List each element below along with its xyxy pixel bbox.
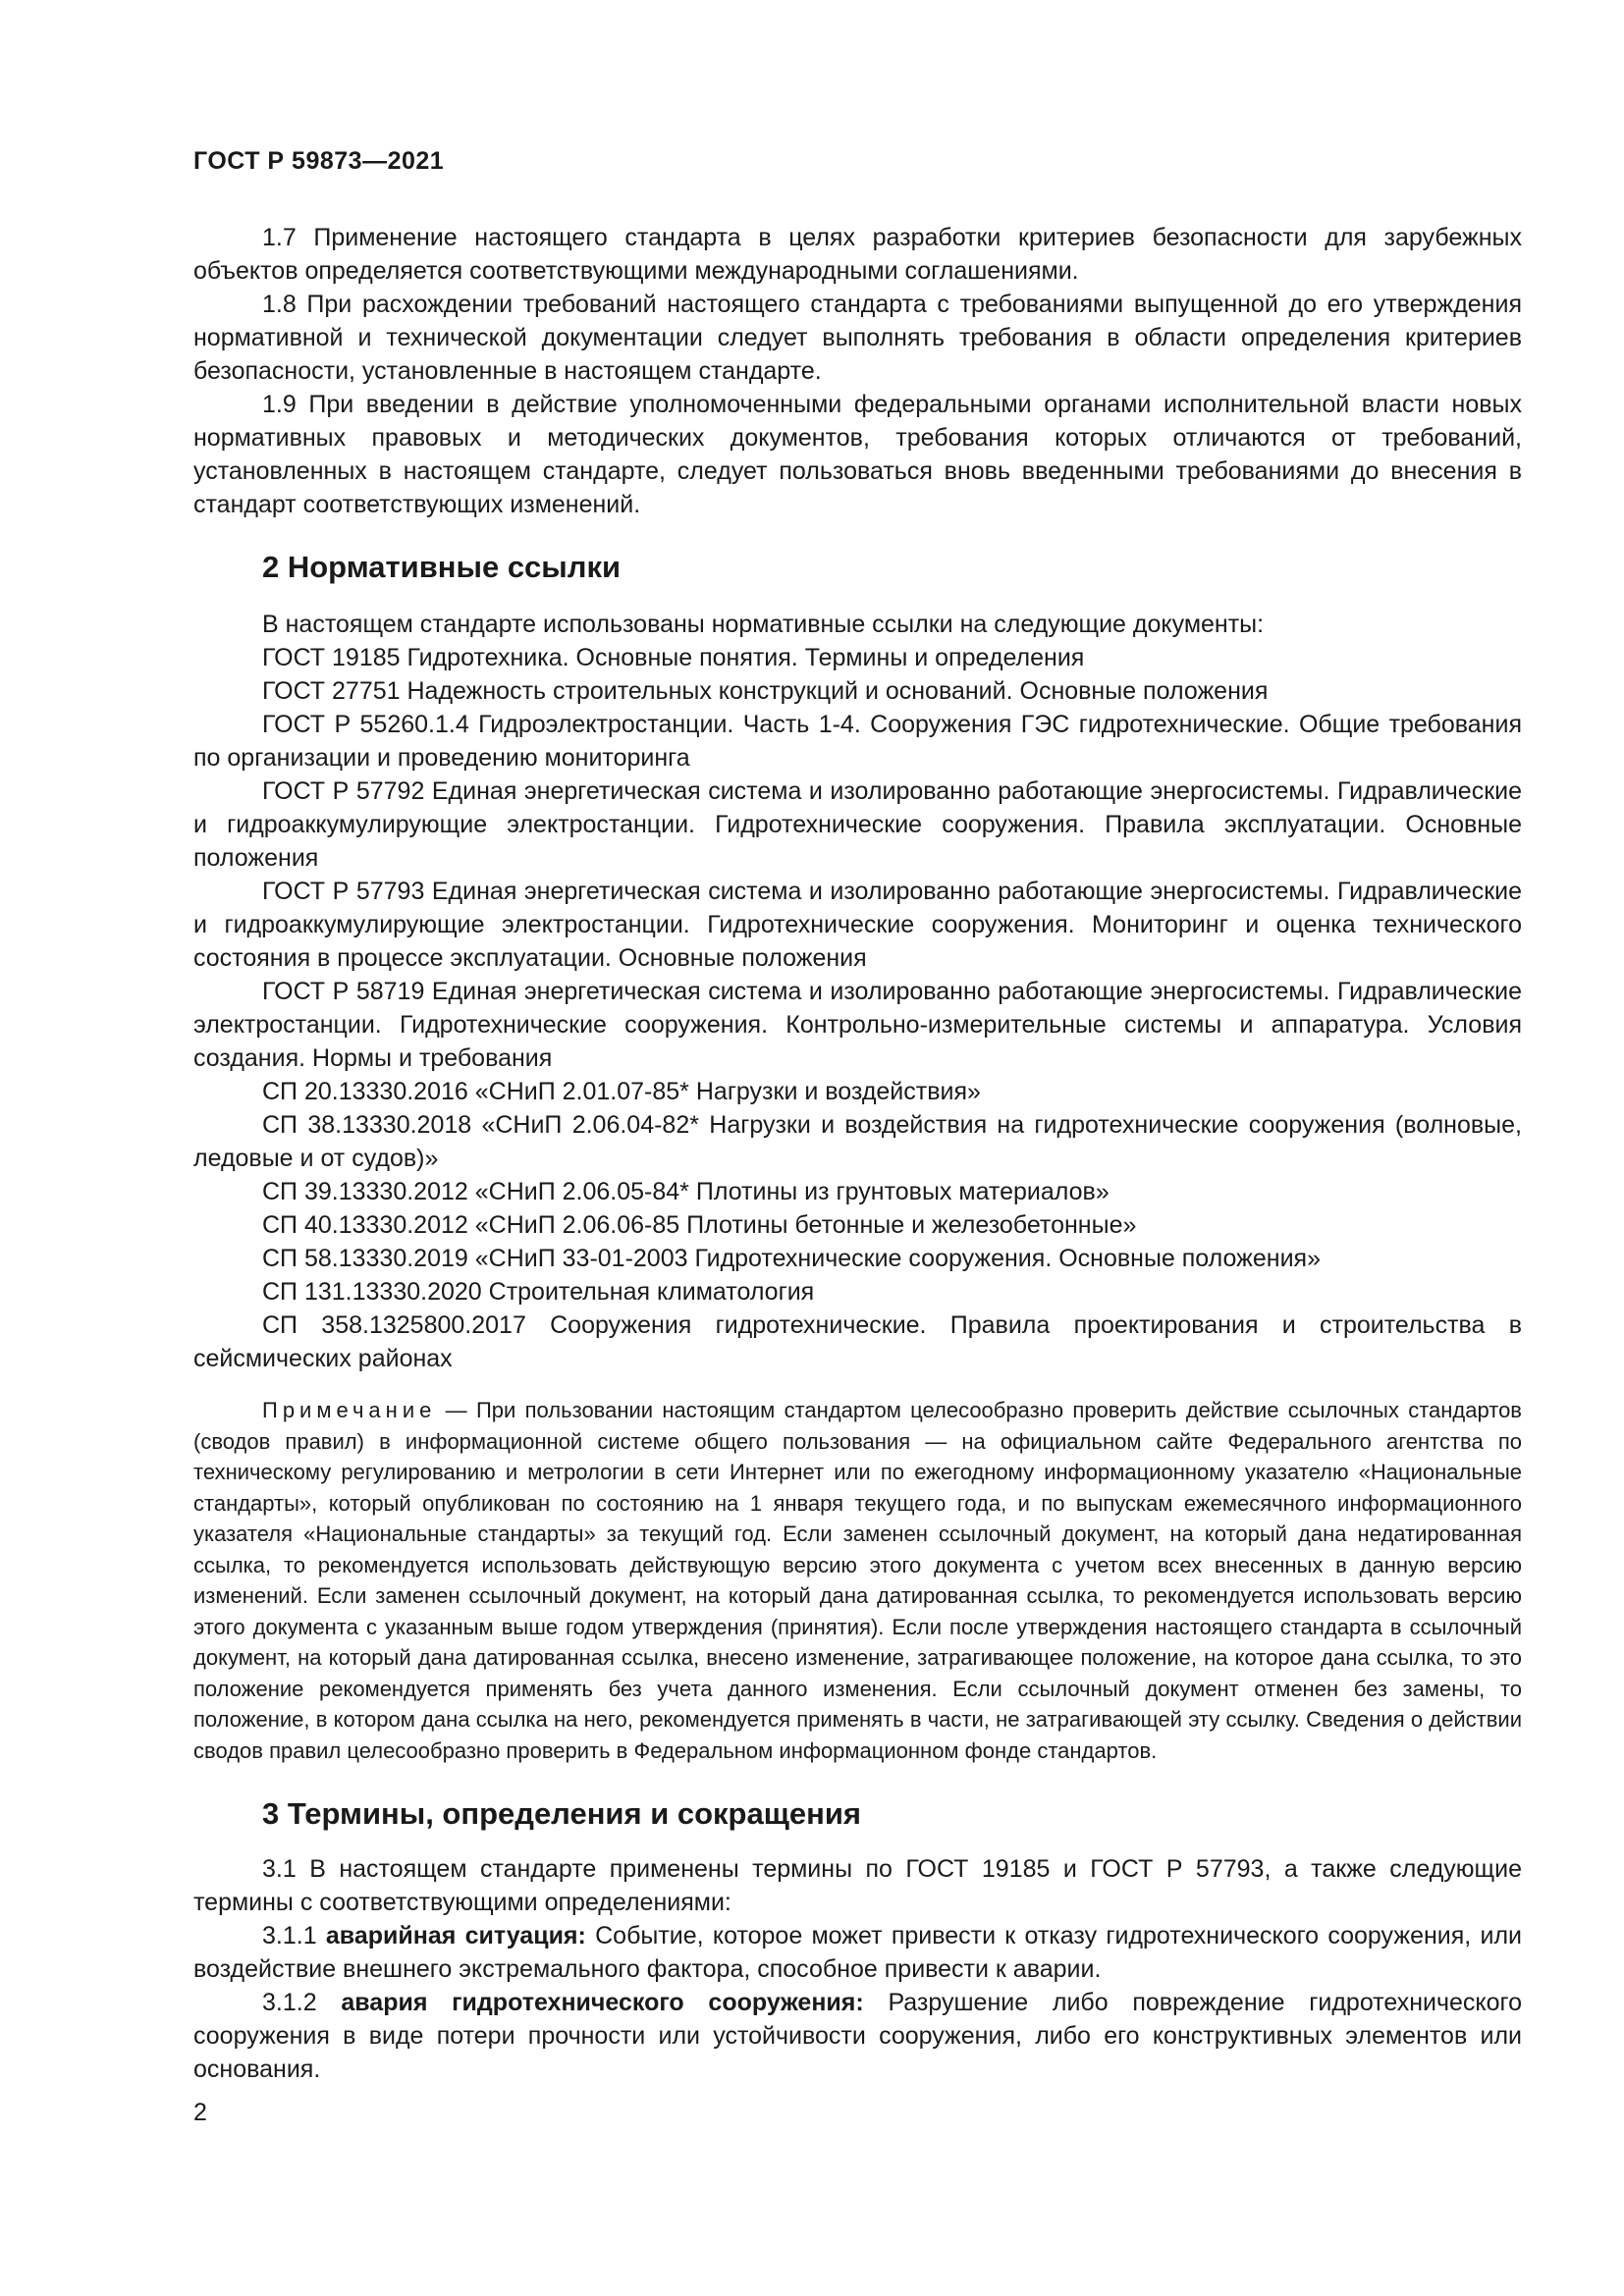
section-3-heading: 3 Термины, определения и сокращения	[262, 1796, 861, 1831]
reference-sp-38: СП 38.13330.2018 «СНиП 2.06.04-82* Нагрузки и воздействия на гидротехнические сооружения (волновые, ледовые и от судов)»	[193, 1111, 1522, 1172]
reference-sp-20: СП 20.13330.2016 «СНиП 2.01.07-85* Нагрузки и воздействия»	[262, 1078, 981, 1105]
page-number: 2	[193, 2099, 207, 2126]
note-paragraph	[193, 1395, 1522, 1766]
section-2-heading: 2 Нормативные ссылки	[262, 550, 622, 584]
paragraph-3-1: 3.1 В настоящем стандарте применены термины по ГОСТ 19185 и ГОСТ Р 57793, а также следующие термины с соответствующими определениями:	[193, 1855, 1522, 1916]
reference-gost-19185: ГОСТ 19185 Гидротехника. Основные понятия. Термины и определения	[262, 644, 1085, 671]
term-number: 3.1.2	[262, 1989, 342, 2016]
term-name: аварийная ситуация:	[325, 1922, 586, 1949]
note-label: Примечание	[262, 1398, 437, 1422]
reference-sp-39: СП 39.13330.2012 «СНиП 2.06.05-84* Плотины из грунтовых материалов»	[262, 1178, 1110, 1205]
term-name: авария гидротехнического сооружения:	[341, 1989, 864, 2016]
paragraph-1-7: 1.7 Применение настоящего стандарта в целях разработки критериев безопасности для зарубежных объектов определяется соответствующими международными соглашениями.	[193, 224, 1522, 285]
term-3-1-2	[193, 1986, 1522, 2086]
reference-sp-40: СП 40.13330.2012 «СНиП 2.06.06-85 Плотины бетонные и железобетонные»	[262, 1211, 1137, 1239]
term-definition: Разрушение либо повреждение гидротехнического сооружения в виде потери прочности или устойчивости сооружения, либо его конструктивных элементов или основания.	[193, 1989, 1522, 2083]
term-3-1-1	[193, 1919, 1522, 1986]
reference-gost-r-57793: ГОСТ Р 57793 Единая энергетическая система и изолированно работающие энергосистемы. Гидравлические и гидроаккумулирующие электростанции. Гидротехнические сооружения. Мониторинг и оценка технического состояния в процессе эксплуатации. Основные положения	[193, 878, 1522, 972]
reference-sp-58: СП 58.13330.2019 «СНиП 33-01-2003 Гидротехнические сооружения. Основные положения»	[262, 1245, 1321, 1272]
reference-sp-358: СП 358.1325800.2017 Сооружения гидротехнические. Правила проектирования и строительства в сейсмических районах	[193, 1311, 1522, 1372]
paragraph-1-9: 1.9 При введении в действие уполномоченными федеральными органами исполнительной власти новых нормативных правовых и методических документов, требования которых отличаются от требований, установленных в настоящем стандарте, следует пользоваться вновь введенными требованиями до внесения в стандарт соответствующих изменений.	[193, 391, 1522, 518]
reference-gost-r-55260: ГОСТ Р 55260.1.4 Гидроэлектростанции. Часть 1-4. Сооружения ГЭС гидротехнические. Общие требования по организации и проведению мониторинга	[193, 711, 1522, 772]
paragraph-1-8: 1.8 При расхождении требований настоящего стандарта с требованиями выпущенной до его утверждения нормативной и технической документации следует выполнять требования в области определения критериев безопасности, установленные в настоящем стандарте.	[193, 291, 1522, 385]
reference-gost-r-58719: ГОСТ Р 58719 Единая энергетическая система и изолированно работающие энергосистемы. Гидравлические электростанции. Гидротехнические сооружения. Контрольно-измерительные системы и аппаратура. Условия создания. Нормы и требования	[193, 978, 1522, 1072]
references-intro: В настоящем стандарте использованы нормативные ссылки на следующие документы:	[262, 611, 1265, 638]
document-header: ГОСТ Р 59873—2021	[193, 147, 445, 175]
reference-gost-r-57792: ГОСТ Р 57792 Единая энергетическая система и изолированно работающие энергосистемы. Гидравлические и гидроаккумулирующие электростанции. Гидротехнические сооружения. Правила эксплуатации. Основные положения	[193, 777, 1522, 872]
reference-sp-131: СП 131.13330.2020 Строительная климатология	[262, 1278, 815, 1306]
page-content	[193, 221, 1522, 2086]
term-number: 3.1.1	[262, 1922, 326, 1949]
reference-gost-27751: ГОСТ 27751 Надежность строительных конструкций и оснований. Основные положения	[262, 677, 1269, 705]
note-text: — При пользовании настоящим стандартом целесообразно проверить действие ссылочных стандартов (сводов правил) в информационной системе общего пользования — на официальном сайте Федерального агентства по техническому регулированию и метрологии в сети Интернет или по ежегодному информационному указателю «Национальные стандарты», который опубликован по состоянию на 1 января текущего года, и по выпускам ежемесячного информационного указателя «Национальные стандарты» за текущий год. Если заменен ссылочный документ, на который дана недатированная ссылка, то рекомендуется использовать действующую версию этого документа с учетом всех внесенных в данную версию изменений. Если заменен ссылочный документ, на который дана датированная ссылка, то рекомендуется использовать версию этого документа с указанным выше годом утверждения (принятия). Если после утверждения настоящего стандарта в ссылочный документ, на который дана датированная ссылка, внесено изменение, затрагивающее положение, на которое дана ссылка, то это положение рекомендуется применять без учета данного изменения. Если ссылочный документ отменен без замены, то положение, в котором дана ссылка на него, рекомендуется применять в части, не затрагивающей эту ссылку. Сведения о действии сводов правил целесообразно проверить в Федеральном информационном фонде стандартов.	[193, 1398, 1522, 1763]
term-definition: Событие, которое может привести к отказу гидротехнического сооружения, или воздействие внешнего экстремального фактора, способное привести к аварии.	[193, 1922, 1522, 1983]
